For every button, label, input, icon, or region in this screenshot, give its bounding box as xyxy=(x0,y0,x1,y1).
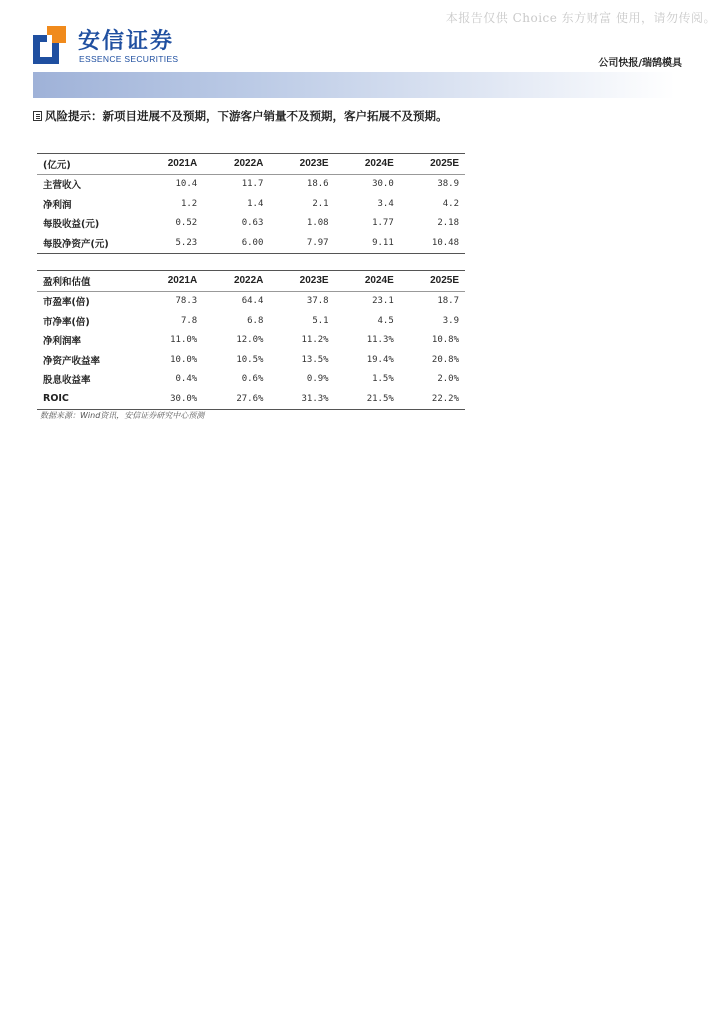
table-row xyxy=(37,214,465,234)
valuation-table xyxy=(37,270,465,410)
table-row xyxy=(37,291,465,311)
table-cell: 7.8 xyxy=(180,315,198,326)
column-header: 2021A xyxy=(167,275,198,287)
column-header: 2025E xyxy=(430,275,459,287)
table-row xyxy=(37,331,465,351)
table-cell: 0.4% xyxy=(175,374,198,385)
row-label: 市盈率(倍) xyxy=(43,297,90,309)
table-row xyxy=(37,174,465,194)
table-header-row xyxy=(37,154,465,175)
column-header: 2022A xyxy=(233,275,264,287)
table-cell: 1.5% xyxy=(372,374,394,385)
table-row xyxy=(37,370,465,390)
header-gradient-band xyxy=(33,72,675,98)
table-row xyxy=(37,350,465,370)
table-cell: 27.6% xyxy=(236,393,264,404)
table-cell: 78.3 xyxy=(175,296,198,307)
table-cell: 31.3% xyxy=(301,393,329,404)
company-logo xyxy=(33,26,193,66)
table-cell: 11.0% xyxy=(170,335,198,346)
table-cell: 20.8% xyxy=(431,354,459,365)
table-cell: 6.00 xyxy=(241,237,264,248)
financial-summary-table xyxy=(37,153,465,254)
row-label: 主营收入 xyxy=(43,180,82,192)
table-cell: 4.5 xyxy=(377,315,394,326)
row-label: 每股收益(元) xyxy=(43,219,100,231)
column-header: 2023E xyxy=(299,275,329,287)
table-cell: 10.5% xyxy=(236,354,264,365)
table-cell: 64.4 xyxy=(241,296,264,307)
column-header: 2023E xyxy=(299,158,329,170)
document-type-label: 公司快报/瑞鹄模具 xyxy=(598,58,682,69)
table-cell: 5.23 xyxy=(175,237,198,248)
table-cell: 13.5% xyxy=(301,354,329,365)
table-cell: 23.1 xyxy=(372,296,394,307)
table-header-row xyxy=(37,271,465,292)
risk-warning-text: 风险提示：新项目进展不及预期，下游客户销量不及预期，客户拓展不及预期。 xyxy=(45,109,448,123)
table-cell: 11.3% xyxy=(366,335,394,346)
table-cell: 10.48 xyxy=(431,237,459,248)
table-cell: 30.0 xyxy=(372,179,394,190)
table-cell: 1.4 xyxy=(247,198,264,209)
watermark-text: 本报告仅供 Choice 东方财富 使用，请勿传阅。 xyxy=(445,11,716,25)
table-cell: 10.0% xyxy=(170,354,198,365)
row-label: 净利润 xyxy=(43,199,72,211)
table-cell: 10.4 xyxy=(175,179,198,190)
risk-warning xyxy=(33,108,453,125)
row-label: 净利润率 xyxy=(43,336,82,348)
table-cell: 9.11 xyxy=(372,237,394,248)
table-row xyxy=(37,389,465,409)
table-cell: 38.9 xyxy=(437,179,459,190)
table-row xyxy=(37,233,465,253)
column-header: 2021A xyxy=(167,158,198,170)
table-cell: 37.8 xyxy=(306,296,329,307)
table-cell: 4.2 xyxy=(442,198,459,209)
table-cell: 2.1 xyxy=(312,198,329,209)
table-cell: 1.77 xyxy=(372,218,394,229)
logo-name-en: ESSENCE SECURITIES xyxy=(79,54,179,64)
column-header: 2025E xyxy=(430,158,459,170)
list-bullet-icon xyxy=(33,111,42,121)
table-cell: 7.97 xyxy=(306,237,329,248)
table-cell: 12.0% xyxy=(236,335,264,346)
table-cell: 5.1 xyxy=(312,315,329,326)
table-cell: 2.18 xyxy=(437,218,459,229)
row-label: 每股净资产(元) xyxy=(43,238,109,250)
table-cell: 0.63 xyxy=(241,218,264,229)
table-cell: 10.8% xyxy=(431,335,459,346)
table-cell: 19.4% xyxy=(366,354,394,365)
logo-name-cn: 安信证券 xyxy=(78,29,175,54)
table-cell: 2.0% xyxy=(437,374,459,385)
column-header: (亿元) xyxy=(43,159,71,171)
table-cell: 18.7 xyxy=(437,296,459,307)
table-cell: 11.7 xyxy=(241,179,264,190)
column-header: 2024E xyxy=(364,158,394,170)
row-label: 股息收益率 xyxy=(43,375,91,387)
column-header: 2024E xyxy=(364,275,394,287)
table-cell: 11.2% xyxy=(301,335,329,346)
table-cell: 0.6% xyxy=(241,374,264,385)
logo-mark-icon xyxy=(33,26,66,64)
table-cell: 22.2% xyxy=(431,393,459,404)
table-cell: 18.6 xyxy=(306,179,329,190)
table-row xyxy=(37,311,465,331)
row-label: ROIC xyxy=(43,393,69,405)
table-cell: 30.0% xyxy=(170,393,198,404)
table-cell: 3.9 xyxy=(442,315,459,326)
table-cell: 0.9% xyxy=(306,374,329,385)
table-cell: 0.52 xyxy=(175,218,198,229)
table-cell: 1.08 xyxy=(306,218,329,229)
column-header: 2022A xyxy=(233,158,264,170)
table-cell: 21.5% xyxy=(366,393,394,404)
row-label: 市净率(倍) xyxy=(43,316,90,328)
column-header: 盈利和估值 xyxy=(43,276,91,288)
table-cell: 3.4 xyxy=(377,198,394,209)
table-row xyxy=(37,194,465,214)
table-cell: 1.2 xyxy=(180,198,198,209)
data-source-note: 数据来源：Wind资讯，安信证券研究中心预测 xyxy=(40,411,205,420)
table-cell: 6.8 xyxy=(247,315,264,326)
row-label: 净资产收益率 xyxy=(43,355,101,367)
